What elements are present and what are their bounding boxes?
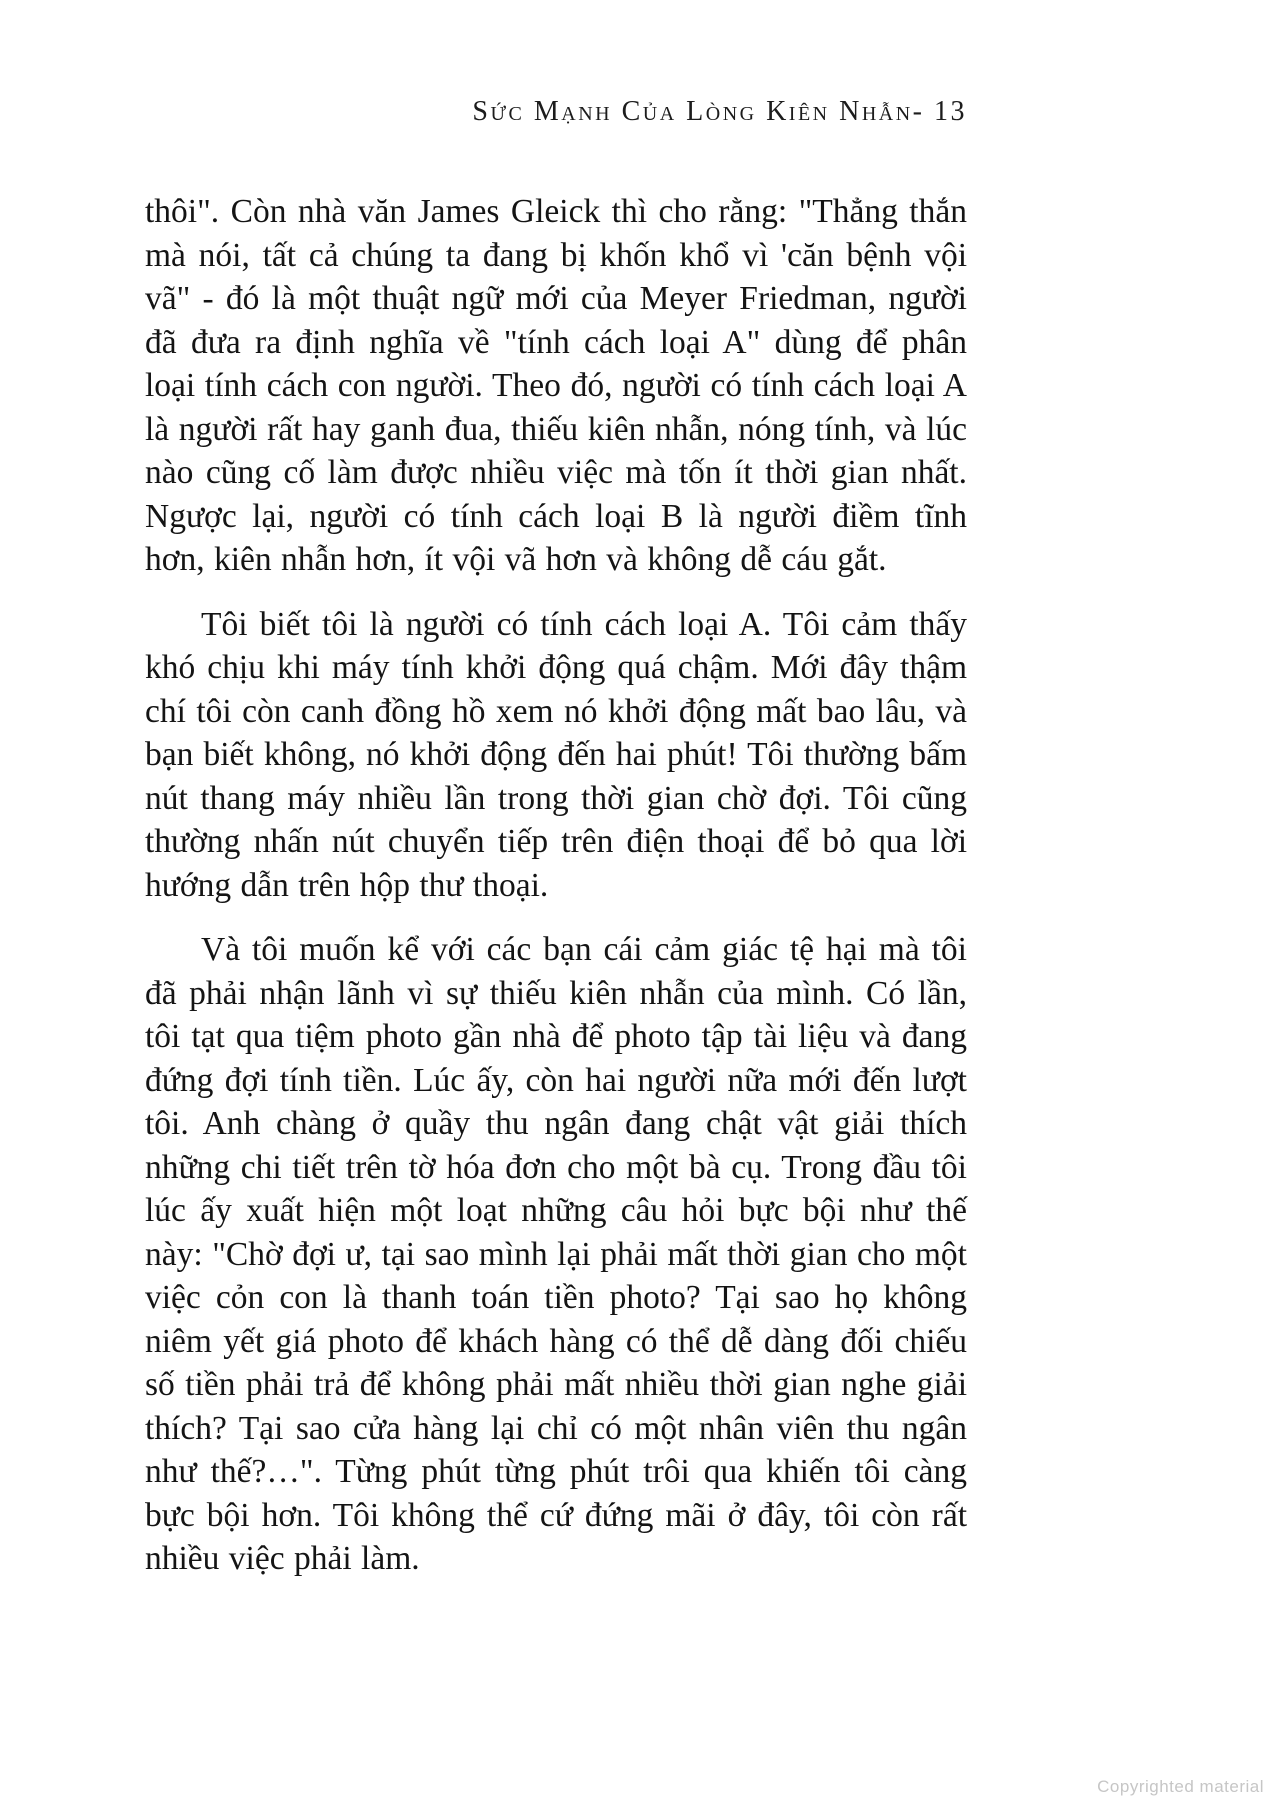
- running-header: Sức Mạnh Của Lòng Kiên Nhẫn- 13: [472, 96, 967, 127]
- paragraph: thôi". Còn nhà văn James Gleick thì cho rằng: "Thẳng thắn mà nói, tất cả chúng ta đang bị khốn khổ vì 'căn bệnh vội vã" - đó là một thuật ngữ mới của Meyer Friedman, người đã đưa ra định nghĩa về "tính cách loại A" dùng để phân loại tính cách con người. Theo đó, người có tính cách loại A là người rất hay ganh đua, thiếu kiên nhẫn, nóng tính, và lúc nào cũng cố làm được nhiều việc mà tốn ít thời gian nhất. Ngược lại, người có tính cách loại B là người điềm tĩnh hơn, kiên nhẫn hơn, ít vội vã hơn và không dễ cáu gắt.: [145, 193, 967, 578]
- paragraph: Tôi biết tôi là người có tính cách loại A. Tôi cảm thấy khó chịu khi máy tính khởi động quá chậm. Mới đây thậm chí tôi còn canh đồng hồ xem nó khởi động mất bao lâu, và bạn biết không, nó khởi động đến hai phút! Tôi thường bấm nút thang máy nhiều lần trong thời gian chờ đợi. Tôi cũng thường nhấn nút chuyển tiếp trên điện thoại để bỏ qua lời hướng dẫn trên hộp thư thoại.: [145, 605, 967, 904]
- paragraph: Và tôi muốn kể với các bạn cái cảm giác tệ hại mà tôi đã phải nhận lãnh vì sự thiếu kiên nhẫn của mình. Có lần, tôi tạt qua tiệm photo gần nhà để photo tập tài liệu và đang đứng đợi tính tiền. Lúc ấy, còn hai người nữa mới đến lượt tôi. Anh chàng ở quầy thu ngân đang chật vật giải thích những chi tiết trên tờ hóa đơn cho một bà cụ. Trong đầu tôi lúc ấy xuất hiện một loạt những câu hỏi bực bội như thế này: "Chờ đợi ư, tại sao mình lại phải mất thời gian cho một việc cỏn con là thanh toán tiền photo? Tại sao họ không niêm yết giá photo để khách hàng có thể dễ dàng đối chiếu số tiền phải trả để không phải mất nhiều thời gian nghe giải thích? Tại sao cửa hàng lại chỉ có một nhân viên thu ngân như thế?…". Từng phút từng phút trôi qua khiến tôi càng bực bội hơn. Tôi không thể cứ đứng mãi ở đây, tôi còn rất nhiều việc phải làm.: [145, 931, 967, 1577]
- body-text: [145, 190, 967, 1581]
- text-column: [145, 96, 967, 1602]
- copyright-watermark: Copyrighted material: [1097, 1777, 1264, 1796]
